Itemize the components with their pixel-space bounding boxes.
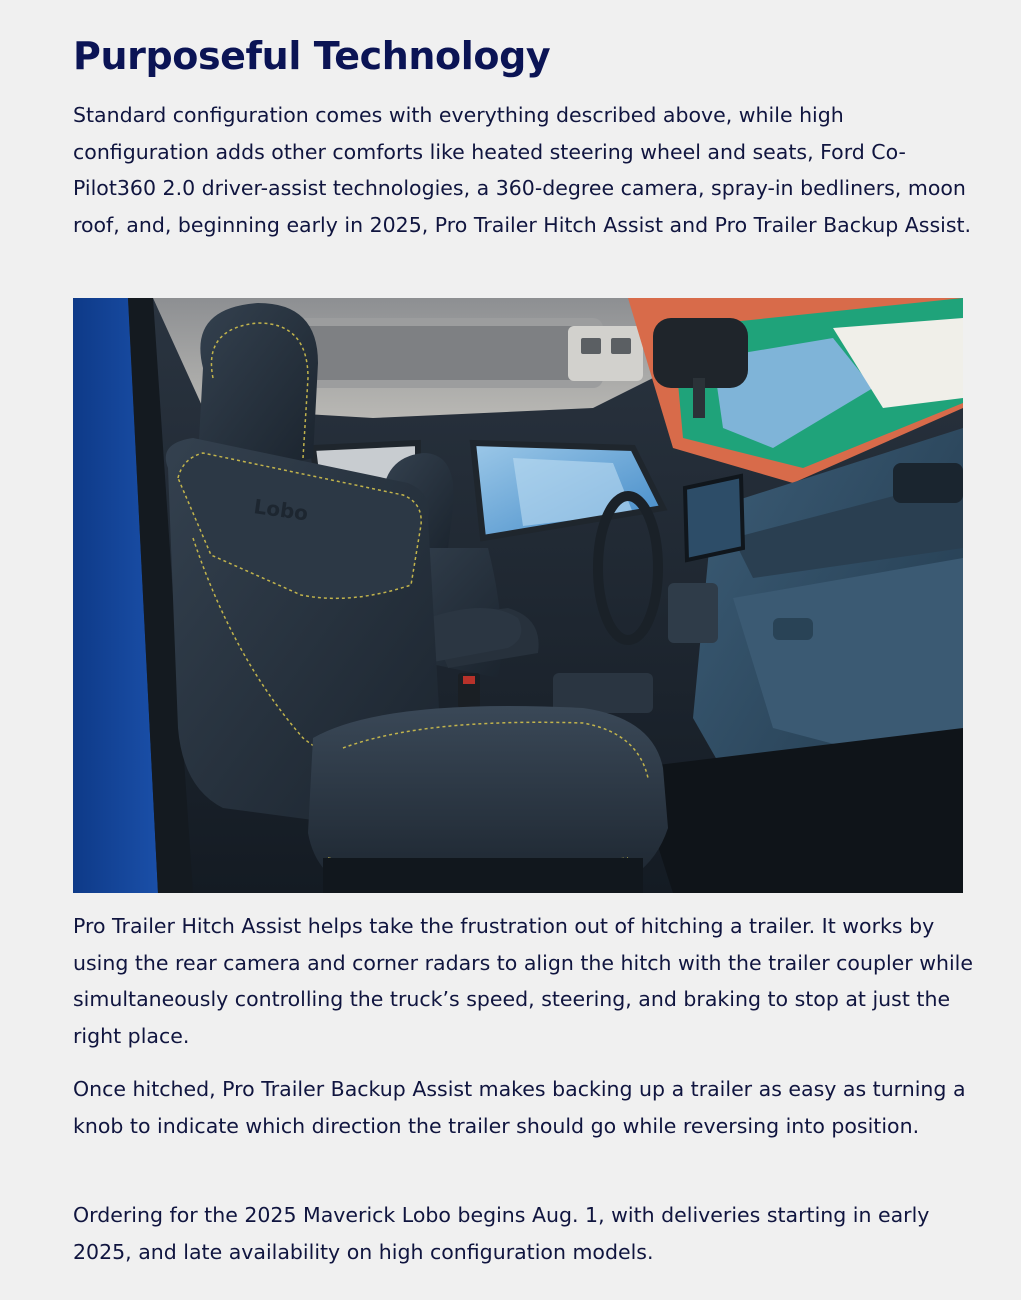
backup-assist-paragraph: Once hitched, Pro Trailer Backup Assist makes backing up a trailer as easy as turning a knob to indicate which direction the trailer should go while reversing into position. (73, 1077, 966, 1138)
truck-interior-photo (73, 298, 963, 893)
page-title: Purposeful Technology (73, 34, 551, 78)
interior-illustration (73, 298, 963, 893)
ordering-paragraph: Ordering for the 2025 Maverick Lobo begins Aug. 1, with deliveries starting in early 2025, and late availability on high configuration models. (73, 1203, 930, 1264)
intro-paragraph: Standard configuration comes with everything described above, while high configuration adds other comforts like heated steering wheel and seats, Ford Co-Pilot360 2.0 driver-assist technologies, a 360-degree camera, spray-in bedliners, moon roof, and, beginning early in 2025, Pro Trailer Hitch Assist and Pro Trailer Backup Assist. (73, 103, 972, 237)
hitch-assist-paragraph: Pro Trailer Hitch Assist helps take the frustration out of hitching a trailer. It works by using the rear camera and corner radars to align the hitch with the trailer coupler while simultaneously controlling the truck’s speed, steering, and braking to stop at just the right place. (73, 914, 973, 1048)
seat-embossing: Lobo (252, 494, 310, 526)
